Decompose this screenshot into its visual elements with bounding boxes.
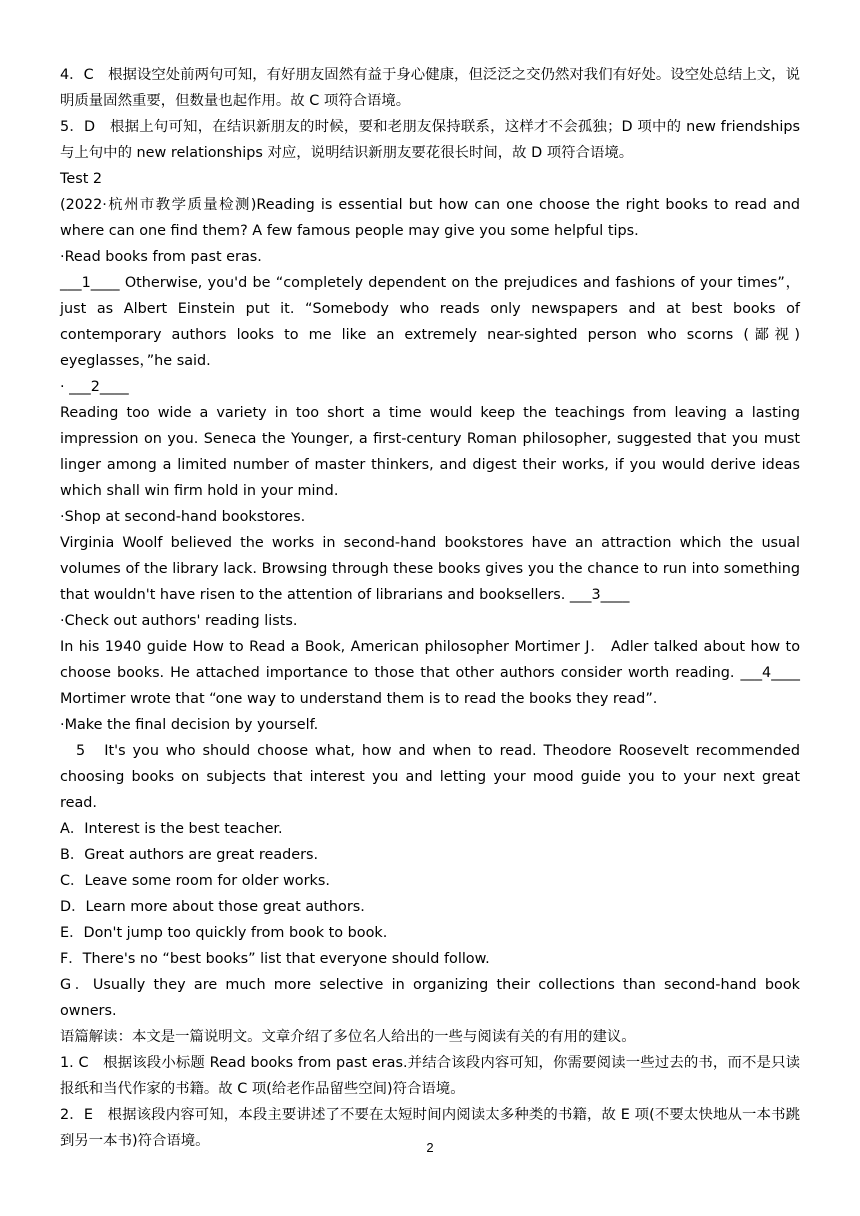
page-number: 2	[426, 1140, 434, 1155]
passage-intro: (2022·杭州市教学质量检测)Reading is essential but how can one choose the right books to read and where can one find them? A few famous people may give you some helpful tips.	[60, 197, 800, 239]
answer-5: 5．D 根据上句可知，在结识新朋友的时候，要和老朋友保持联系，这样才不会孤独；D 项中的 new friendships 与上句中的 new relationships 对应，说明结识新朋友要花很长时间，故 D 项符合语境。	[60, 119, 800, 161]
option-e: E．Don't jump too quickly from book to book.	[60, 925, 388, 941]
answer-test2-1: 1. C 根据该段小标题 Read books from past eras.并结合该段内容可知，你需要阅读一些过去的书，而不是只读报纸和当代作家的书籍。故 C 项(给老作品留些空间)符合语境。	[60, 1055, 800, 1097]
document-page	[60, 62, 800, 1154]
paragraph-2: Reading too wide a variety in too short a time would keep the teachings from leaving a lasting impression on you. Seneca the Younger, a first-century Roman philosopher, suggested that you must linger among a limited number of master thinkers, and digest their works, if you would derive ideas which shall win firm hold in your mind.	[60, 405, 800, 499]
test-title: Test 2	[60, 171, 103, 187]
answer-4: 4．C 根据设空处前两句可知，有好朋友固然有益于身心健康，但泛泛之交仍然对我们有好处。设空处总结上文，说明质量固然重要，但数量也起作用。故 C 项符合语境。	[60, 67, 800, 109]
subheading-5: ·Make the final decision by yourself.	[60, 717, 319, 733]
paragraph-1: ___1____ Otherwise, you'd be “completely dependent on the prejudices and fashions of your times”，just as Albert Einstein put it. “Somebody who reads only newspapers and at best books of contemporary authors looks to me like an extremely near-sighted person who scorns (鄙视) eyeglasses，”he said.	[60, 275, 800, 369]
paragraph-5: 5 It's you who should choose what, how and when to read. Theodore Roosevelt recommended choosing books on subjects that interest you and letting your mood guide you to your next great read.	[60, 743, 800, 811]
subheading-4: ·Check out authors' reading lists.	[60, 613, 298, 629]
passage-analysis: 语篇解读：本文是一篇说明文。文章介绍了多位名人给出的一些与阅读有关的有用的建议。	[60, 1029, 636, 1045]
option-c: C．Leave some room for older works.	[60, 873, 330, 889]
paragraph-3: Virginia Woolf believed the works in second-hand bookstores have an attraction which the usual volumes of the library lack. Browsing through these books gives you the chance to run into something that wouldn't have risen to the attention of librarians and booksellers. ___3____	[60, 535, 800, 603]
paragraph-4: In his 1940 guide How to Read a Book, American philosopher Mortimer J． Adler talked about how to choose books. He attached importance to those that other authors consider worth reading. ___4____ Mortimer wrote that “one way to understand them is to read the books they read”.	[60, 639, 800, 707]
option-a: A．Interest is the best teacher.	[60, 821, 283, 837]
option-g: G．Usually they are much more selective in organizing their collections than second-hand book owners.	[60, 977, 800, 1019]
subheading-2: · ___2____	[60, 379, 129, 395]
answer-test2-2: 2．E 根据该段内容可知，本段主要讲述了不要在太短时间内阅读太多种类的书籍，故 E 项(不要太快地从一本书跳到另一本书)符合语境。	[60, 1107, 800, 1149]
subheading-3: ·Shop at second-hand bookstores.	[60, 509, 306, 525]
option-d: D．Learn more about those great authors.	[60, 899, 365, 915]
subheading-1: ·Read books from past eras.	[60, 249, 262, 265]
option-b: B．Great authors are great readers.	[60, 847, 319, 863]
option-f: F．There's no “best books” list that everyone should follow.	[60, 951, 490, 967]
